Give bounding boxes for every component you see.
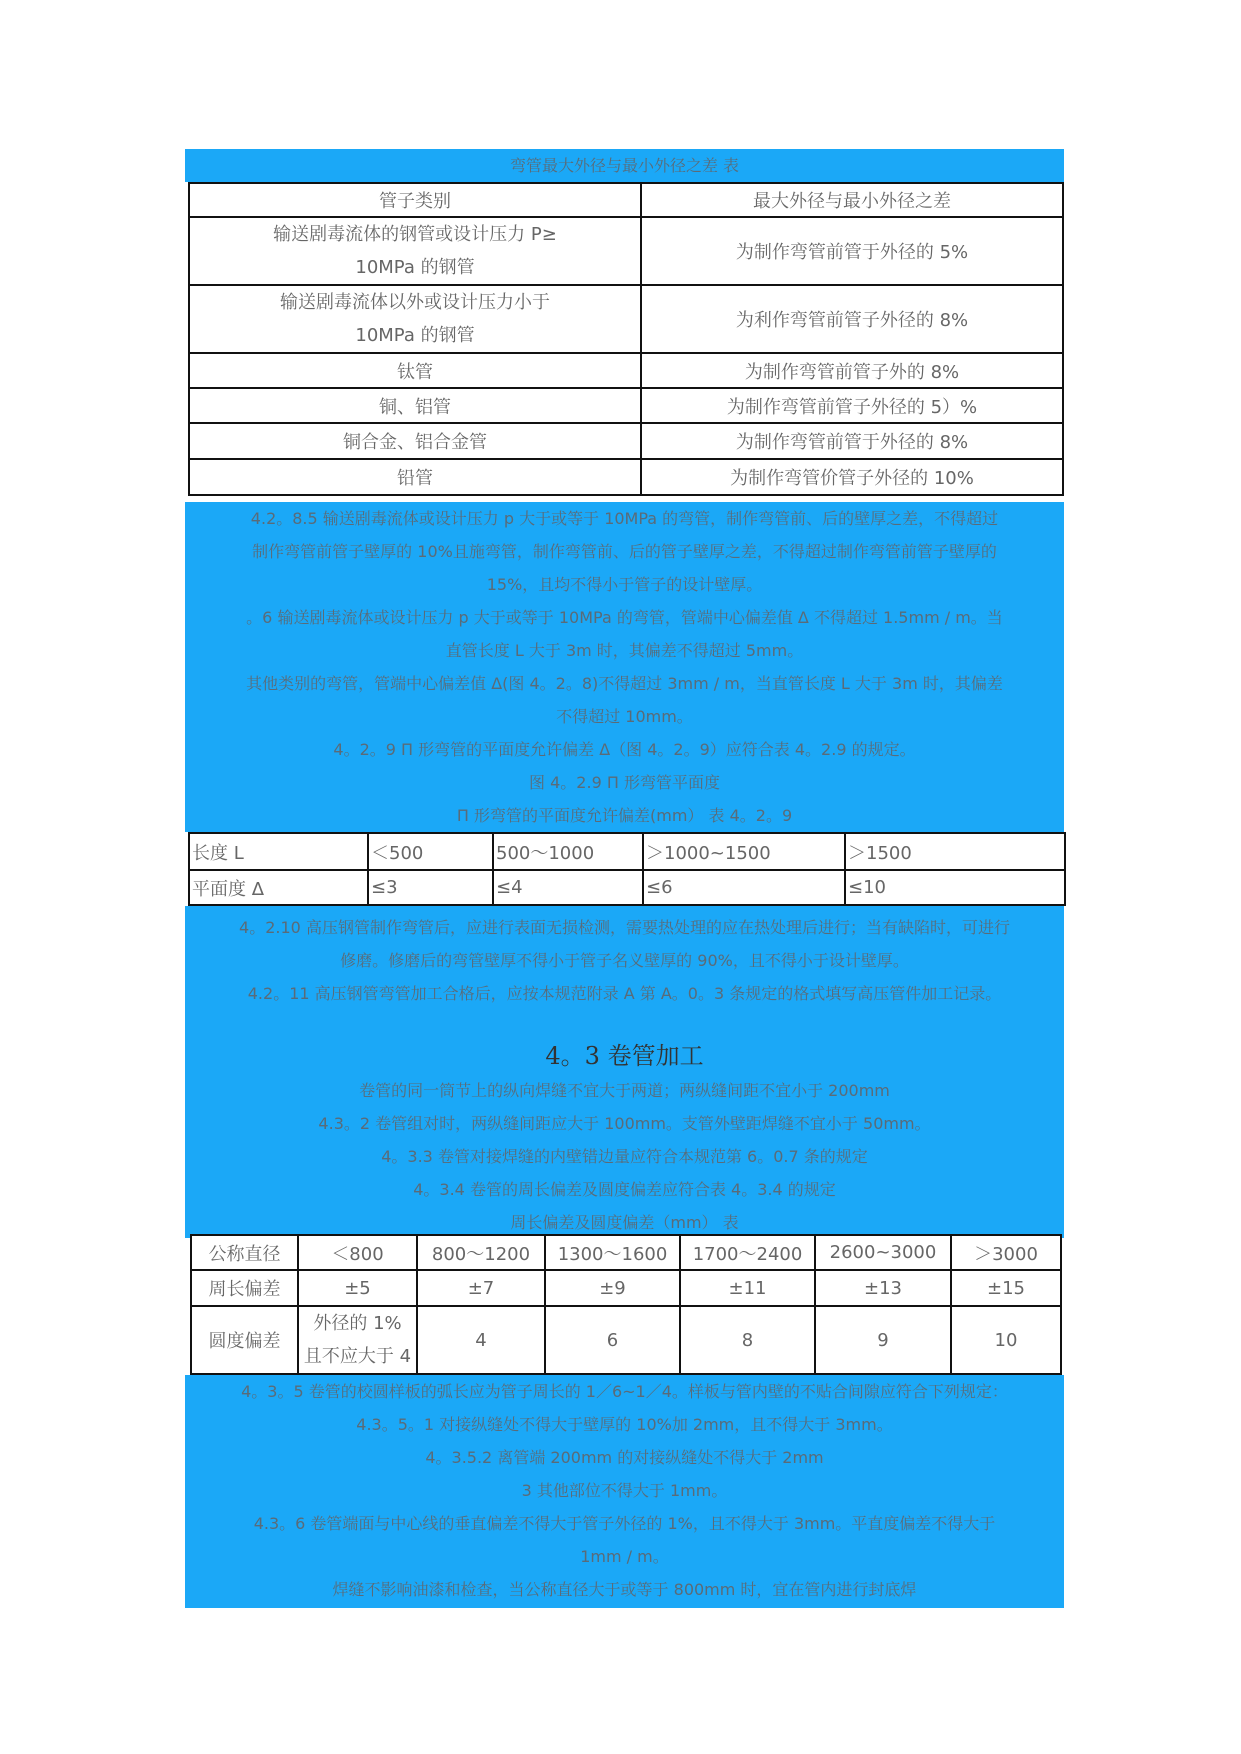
table2-caption: Π 形弯管的平面度允许偏差(mm） 表 4。2。9 (456, 806, 793, 825)
table2-cell: ＞1000~1500 (643, 833, 845, 870)
table3-header-cell: 2600~3000 (815, 1235, 951, 1270)
table1-cell-value: 为制作弯管前管子外径的 5）% (641, 388, 1063, 423)
table3-cell: 6 (545, 1306, 680, 1374)
paragraph-line: 1mm / m。 (580, 1547, 669, 1566)
table3-header-cell: 1300～1600 (545, 1235, 680, 1270)
perimeter-roundness-table (190, 1234, 1062, 1375)
table3-cell: ±9 (545, 1270, 680, 1306)
paragraph-line: 修磨。修磨后的弯管壁厚不得小于管子名义壁厚的 90%，且不得小于设计壁厚。 (340, 951, 909, 970)
table3-header-cell: 800～1200 (417, 1235, 545, 1270)
table3-header-cell: ＞3000 (951, 1235, 1061, 1270)
table3-header-cell: 1700～2400 (680, 1235, 815, 1270)
paragraph-line: 其他类别的弯管，管端中心偏差值 Δ(图 4。2。8)不得超过 3mm / m，当直管长度 L 大于 3m 时，其偏差 (246, 674, 1003, 693)
paragraph-line: 4。3。5 卷管的校圆样板的弧长应为管子周长的 1／6~1／4。样板与管内壁的不贴合间隙应符合下列规定： (241, 1382, 1008, 1401)
table1-cell-value: 为制作弯管前管于外径的 8% (641, 423, 1063, 459)
bend-diameter-table (188, 182, 1064, 496)
paragraph-line: 卷管的同一筒节上的纵向焊缝不宜大于两道；两纵缝间距不宜小于 200mm (359, 1081, 890, 1100)
paragraph-line: 4.3。6 卷管端面与中心线的垂直偏差不得大于管子外径的 1%，且不得大于 3mm。平直度偏差不得大于 (253, 1514, 996, 1533)
table3-row-label: 周长偏差 (191, 1270, 298, 1306)
table3-cell: ±11 (680, 1270, 815, 1306)
paragraph-line: 4。3.3 卷管对接焊缝的内壁错边量应符合本规范第 6。0.7 条的规定 (381, 1147, 868, 1166)
table2-cell: ≤3 (368, 870, 493, 905)
table3-cell: ±15 (951, 1270, 1061, 1306)
table1-cell-category: 输送剧毒流体以外或设计压力小于 10MPa 的钢管 (189, 285, 641, 353)
table1-title-bar (185, 149, 1064, 182)
table1-cell-value: 为制作弯管前管子外的 8% (641, 353, 1063, 388)
figure-caption: 图 4。2.9 Π 形弯管平面度 (529, 773, 720, 792)
paragraph-line: 不得超过 10mm。 (556, 707, 693, 726)
paragraph-line: 。6 输送剧毒流体或设计压力 p 大于或等于 10MPa 的弯管，管端中心偏差值 Δ 不得超过 1.5mm / m。当 (246, 608, 1003, 627)
table3-cell: 10 (951, 1306, 1061, 1374)
table3-row-label: 圆度偏差 (191, 1306, 298, 1374)
table1-cell-value: 为制作弯管价管子外径的 10% (641, 459, 1063, 495)
paragraph-line: 4。3.5.2 离管端 200mm 的对接纵缝处不得大于 2mm (425, 1448, 824, 1467)
table2-cell: 500～1000 (493, 833, 643, 870)
section-4-3-5-block (185, 1375, 1064, 1608)
table2-cell: 平面度 Δ (189, 870, 368, 905)
table1-cell-category: 输送剧毒流体的钢管或设计压力 P≥ 10MPa 的钢管 (189, 217, 641, 285)
paragraph-line: 制作弯管前管子壁厚的 10%且施弯管，制作弯管前、后的管子壁厚之差，不得超过制作弯管前管子壁厚的 (252, 542, 997, 561)
table3-cell: 外径的 1% 且不应大于 4 (298, 1306, 417, 1374)
table2-cell: ≤6 (643, 870, 845, 905)
table1-header-category: 管子类别 (189, 183, 641, 217)
paragraph-line: 4.2。11 高压钢管弯管加工合格后，应按本规范附录 A 第 A。0。3 条规定的格式填写高压管件加工记录。 (247, 984, 1002, 1003)
table3-cell: 4 (417, 1306, 545, 1374)
paragraph-line: 4。2。9 Π 形弯管的平面度允许偏差 Δ（图 4。2。9）应符合表 4。2.9 的规定。 (333, 740, 916, 759)
table3-caption: 周长偏差及圆度偏差（mm） 表 (510, 1213, 739, 1232)
table3-header-cell: 公称直径 (191, 1235, 298, 1270)
table3-cell: ±7 (417, 1270, 545, 1306)
paragraph-line: 4。3.4 卷管的周长偏差及圆度偏差应符合表 4。3.4 的规定 (413, 1180, 836, 1199)
section-heading: 4。3 卷管加工 (545, 1042, 704, 1070)
paragraph-line: 4。2.10 高压钢管制作弯管后，应进行表面无损检测，需要热处理的应在热处理后进行；当有缺陷时，可进行 (239, 918, 1010, 937)
table1-cell-value: 为利作弯管前管子外径的 8% (641, 285, 1063, 353)
table1-cell-category: 铜、铝管 (189, 388, 641, 423)
table1-header-value: 最大外径与最小外径之差 (641, 183, 1063, 217)
table3-cell: ±5 (298, 1270, 417, 1306)
paragraph-line: 焊缝不影响油漆和检查，当公称直径大于或等于 800mm 时，宜在管内进行封底焊 (332, 1580, 917, 1599)
paragraph-line: 直管长度 L 大于 3m 时，其偏差不得超过 5mm。 (445, 641, 804, 660)
table2-cell: ＞1500 (845, 833, 1065, 870)
table3-cell: 8 (680, 1306, 815, 1374)
section-4-3-block (185, 906, 1064, 1238)
table3-header-cell: ＜800 (298, 1235, 417, 1270)
table2-cell: ≤4 (493, 870, 643, 905)
paragraph-line: 3 其他部位不得大于 1mm。 (521, 1481, 728, 1500)
flatness-table (188, 832, 1066, 906)
table1-cell-value: 为制作弯管前管于外径的 5% (641, 217, 1063, 285)
paragraph-line: 4.3。2 卷管组对时，两纵缝间距应大于 100mm。支管外壁距焊缝不宜小于 50mm。 (318, 1114, 931, 1133)
table2-cell: ≤10 (845, 870, 1065, 905)
table2-cell: 长度 L (189, 833, 368, 870)
paragraph-line: 4.2。8.5 输送剧毒流体或设计压力 p 大于或等于 10MPa 的弯管，制作弯管前、后的壁厚之差，不得超过 (250, 509, 999, 528)
table1-cell-category: 钛管 (189, 353, 641, 388)
section-4-2-8-block (185, 502, 1064, 832)
table1-cell-category: 铜合金、铝合金管 (189, 423, 641, 459)
paragraph-line: 15%，且均不得小于管子的设计壁厚。 (486, 575, 763, 594)
table3-cell: 9 (815, 1306, 951, 1374)
paragraph-line: 4.3。5。1 对接纵缝处不得大于壁厚的 10%加 2mm，且不得大于 3mm。 (356, 1415, 893, 1434)
table1-cell-category: 铅管 (189, 459, 641, 495)
table2-cell: ＜500 (368, 833, 493, 870)
table1-caption: 弯管最大外径与最小外径之差 表 (509, 156, 740, 175)
table3-cell: ±13 (815, 1270, 951, 1306)
